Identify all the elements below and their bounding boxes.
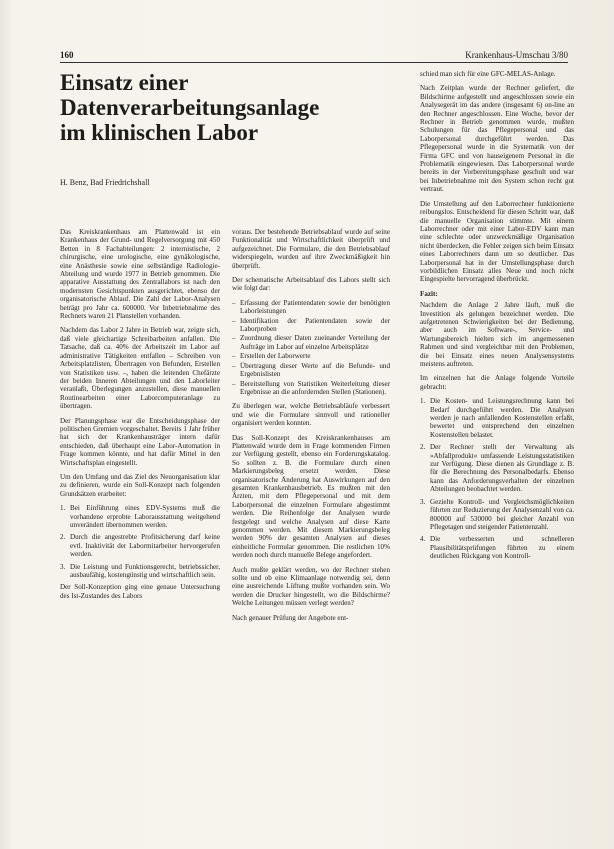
- list-item: – Bereitstellung von Statistiken Weiterleitung dieser Ergebnisse an die anfordernden Stellen (Stationen).: [232, 380, 390, 397]
- paragraph: Auch mußte geklärt werden, wo der Rechner stehen sollte und ob eine Klimaanlage notwendig sei, denn eine ausreichende Lüftung mußte vorhanden sein. Wo werden die Drucker hingestellt, wo die Bildschirme? Welche Leitungen müssen verlegt werden?: [232, 565, 390, 608]
- list-item: – Erfassung der Patientendaten sowie der benötigten Laborleistungen: [232, 299, 390, 316]
- list-text: Die verbesserten und schnelleren Plausibilitätsprüfungen führten zu einem deutlichen Rückgang von Kontroll-: [430, 535, 574, 561]
- list-text: Durch die angestrebte Profitsicherung darf keine evtl. Inaktivität der Labormitarbeiter hervorgerufen werden.: [70, 533, 220, 559]
- list-number: 3.: [420, 497, 426, 506]
- list-number: 1.: [420, 397, 426, 406]
- list-text: Bei Einführung eines EDV-Systems muß die vorhandene erprobte Laborausstattung weitgehend unverändert übernommen werden.: [70, 504, 220, 529]
- paragraph: Nach genauer Prüfung der Angebote ent-: [232, 613, 349, 622]
- paragraph: Das Soll-Konzept des Kreiskrankenhauses am Plattenwald wurde dem in Frage kommenden Firmen zur Verfügung gestellt, ebenso ein Forderungskatalog. So sollten z. B. die Formulare durch einen Markierungsbeleg ersetzt werden. Diese organisatorische Änderung hat Auswirkungen auf den gesamten Krankenhausbetrieb. Es mußten mit den Ärzten, mit dem Pflegepersonal und mit dem Laborpersonal die einzelnen Formulare abgestimmt werden. Die Reihenfolge der Analysen wurde festgelegt und welche Analysen auf diese Karte genommen werden. Mit diesem Markierungsbeleg werden 90% der gesamten Analysen auf dieses einheitliche Formular genommen. Die restlichen 10% werden noch durch manuelle Belege angefordert.: [232, 433, 390, 560]
- list-text: Der Rechner stellt der Verwaltung als »Abfallprodukt« umfassende Leistungsstatistiken zur Verfügung. Diese dienen als Grundlage z. B. für die Berechnung des Personalbedarfs. Ebenso kann das Anforderungsverhalten der einzelnen Abteilungen beobachtet werden.: [430, 443, 574, 494]
- list-item: [60, 504, 220, 529]
- list-item: – Erstellen der Laborwerte: [232, 352, 390, 360]
- text-column-2: [232, 228, 390, 628]
- text-column-3: [420, 70, 574, 565]
- workflow-list: [232, 299, 390, 396]
- paragraph: Das Kreiskrankenhaus am Plattenwald ist ein Krankenhaus der Grund- und Regelversorgung mit 450 Betten in 8 Fachabteilungen: 2 internistische, 2 chirurgische, eine urologische, eine gynäkologische, eine Anästhesie sowie eine selbständige Radiologie-Abteilung und wurde 1977 in Betrieb genommen. Die apparative Ausstattung des Zentrallabors ist nach den modernsten Gesichtspunkten ausgerichtet, ebenso der organisatorische Ablauf. Die Zahl der Labor-Analysen beträgt pro Jahr ca. 600000. Vor Inbetriebnahme des Rechners waren 21 Planstellen vorhanden.: [60, 228, 220, 321]
- list-text: Die Kosten- und Leistungsrechnung kann bei Bedarf durchgeführt werden. Die Analysen werden je nach anfallenden Kostenstellen erfaßt, bewertet und entsprechend den einzelnen Kostenstellen belastet.: [430, 397, 574, 439]
- list-text: Gezielte Kontroll- und Vergleichsmöglichkeiten führten zur Reduzierung der Analysenzahl von ca. 800000 auf 530000 bei gleicher Anzahl von Pflegetagen und steigender Patientenzahl.: [430, 497, 574, 531]
- paragraph: Nachdem die Anlage 2 Jahre läuft, muß die Investition als gelungen bezeichnet werden. Die aufgetretenen Schwierigkeiten bei der Bedienung, aber auch im Software-, Service- und Wartungsbereich hielten sich im angemessenen Rahmen und sind vergleichbar mit den Problemen, die bei Einsatz eines neuen Analysensystems meistens auftreten.: [420, 301, 574, 368]
- list-item: – Identifikation der Patientendaten sowie der Laborproben: [232, 317, 390, 334]
- paragraph: Der schematische Arbeitsablauf des Labors stellt sich wie folgt dar:: [232, 276, 390, 293]
- list-item: [420, 535, 574, 560]
- journal-name: Krankenhaus-Umschau 3/80: [465, 50, 568, 60]
- paragraph: Um den Umfang und das Ziel des Neuorganisation klar zu definieren, wurde ein Soll-Konzept nach folgenden Grundsätzen erarbeitet:: [60, 472, 220, 498]
- paragraph: Nachdem das Labor 2 Jahre in Betrieb war, zeigte sich, daß viele gleichartige Schreibarbeiten anfallen. Die Tatsache, daß ca. 40% der Arbeitszeit im Labor auf administrative Tätigkeiten entfallen – Schreiben von Arbeitsplatzlisten, Übertragen von Befunden, Erstellen von Statistiken usw. –, haben die leitenden Chefärzte der beiden Inneren Abteilungen und den Laborleiter veranlaßt, Überlegungen anzustellen, diese manuellen Routinearbeiten einer Laborcomputeranlage zu übertragen.: [60, 326, 220, 411]
- paragraph: Im einzelnen hat die Anlage folgende Vorteile gebracht:: [420, 374, 574, 391]
- list-item: [420, 498, 574, 532]
- paragraph: Nach Zeitplan wurde der Rechner geliefert, die Bildschirme aufgestellt und angeschlossen sowie ein Analysegerät im das andere (insgesamt 6) on-line an den Rechner angeschlossen. Eine Woche, bevor der Rechner in Betrieb genommen wurde, mußten Schulungen für das Pflegepersonal und das Laborpersonal durchgeführt werden. Das Pflegepersonal wurde in die Systematik von der Firma GFC und von hauseigenem Personal in die Problematik eingewiesen. Das Laborpersonal wurde bereits in der Vorbereitungsphase geschult und war bei Inbetriebnahme mit den System schon recht gut vertraut.: [420, 84, 574, 194]
- list-number: 3.: [60, 562, 66, 571]
- paragraph: Die Umstellung auf den Laborrechner funktionierte reibungslos. Entscheidend für diesen Schritt war, daß die manuelle Organisation stimmte. Mit einem Laborrechner oder mit einer Labor-EDV kann man eine schlechte oder unzweckmäßige Organisation nicht überdecken, die Fehler zeigen sich beim Einsatz eines Laborrechners dann um so deutlicher. Das Laborpersonal hat in der Umstellungsphase durch vorbildlichen Einsatz alles Neue und noch nicht Eingespielte hervorragend überbrückt.: [420, 199, 574, 284]
- list-item: [420, 397, 574, 439]
- list-number: 1.: [60, 504, 66, 513]
- list-item: – Übertragung dieser Werte auf die Befunde- und Ergebnislisten: [232, 362, 390, 379]
- section-heading-fazit: Fazit:: [420, 289, 438, 298]
- principles-list: [60, 504, 220, 579]
- paragraph: Der Soll-Konzeption ging eine genaue Untersuchung des Ist-Zustandes des Labors: [60, 583, 220, 600]
- list-item: [60, 533, 220, 558]
- list-item: [60, 563, 220, 580]
- list-number: 4.: [420, 535, 426, 544]
- article-author: H. Benz, Bad Friedrichshall: [60, 178, 150, 187]
- header-rule: [60, 62, 568, 63]
- page-number: 160: [60, 50, 74, 60]
- list-item: [420, 443, 574, 493]
- paragraph: Zu überlegen war, welche Betriebsabläufe verbessert und wie die Formulare sinnvoll und rationeller organisiert werden konnten.: [232, 402, 390, 428]
- paragraph: schied man sich für eine GFC-MELAS-Anlage.: [420, 70, 556, 78]
- list-text: Die Leistung und Funktionsgerecht, betriebssicher, ausbaufähig, kostengünstig und wirtschaftlich sein.: [70, 562, 220, 580]
- list-number: 2.: [60, 533, 66, 542]
- paragraph: voraus. Der bestehende Betriebsablauf wurde auf seine Funktionalität und Wirtschaftlichkeit überprüft und aufgezeichnet. Die Formulare, die den Betriebsablauf widerspiegeln, wurden auf ihre Zweckmäßigkeit hin überprüft.: [232, 228, 390, 270]
- article-title: Einsatz einer Datenverarbeitungsanlage im klinischen Labor: [60, 70, 320, 145]
- paragraph: Der Planungsphase war die Entscheidungsphase der politischen Gremien vorgeschaltet. Bereits 1 Jahr früher hat sich der Krankenhausträger intern dafür entschieden, daß überhaupt eine Labor-Automation in Frage kommen könnte, und hat dafür Mittel in den Wirtschaftsplan eingestellt.: [60, 416, 220, 467]
- text-column-1: [60, 228, 220, 606]
- list-number: 2.: [420, 443, 426, 452]
- advantages-list: [420, 397, 574, 560]
- list-item: – Zuordnung dieser Daten zueinander Verteilung der Aufträge im Labor auf einzelne Arbeitsplätze: [232, 334, 390, 351]
